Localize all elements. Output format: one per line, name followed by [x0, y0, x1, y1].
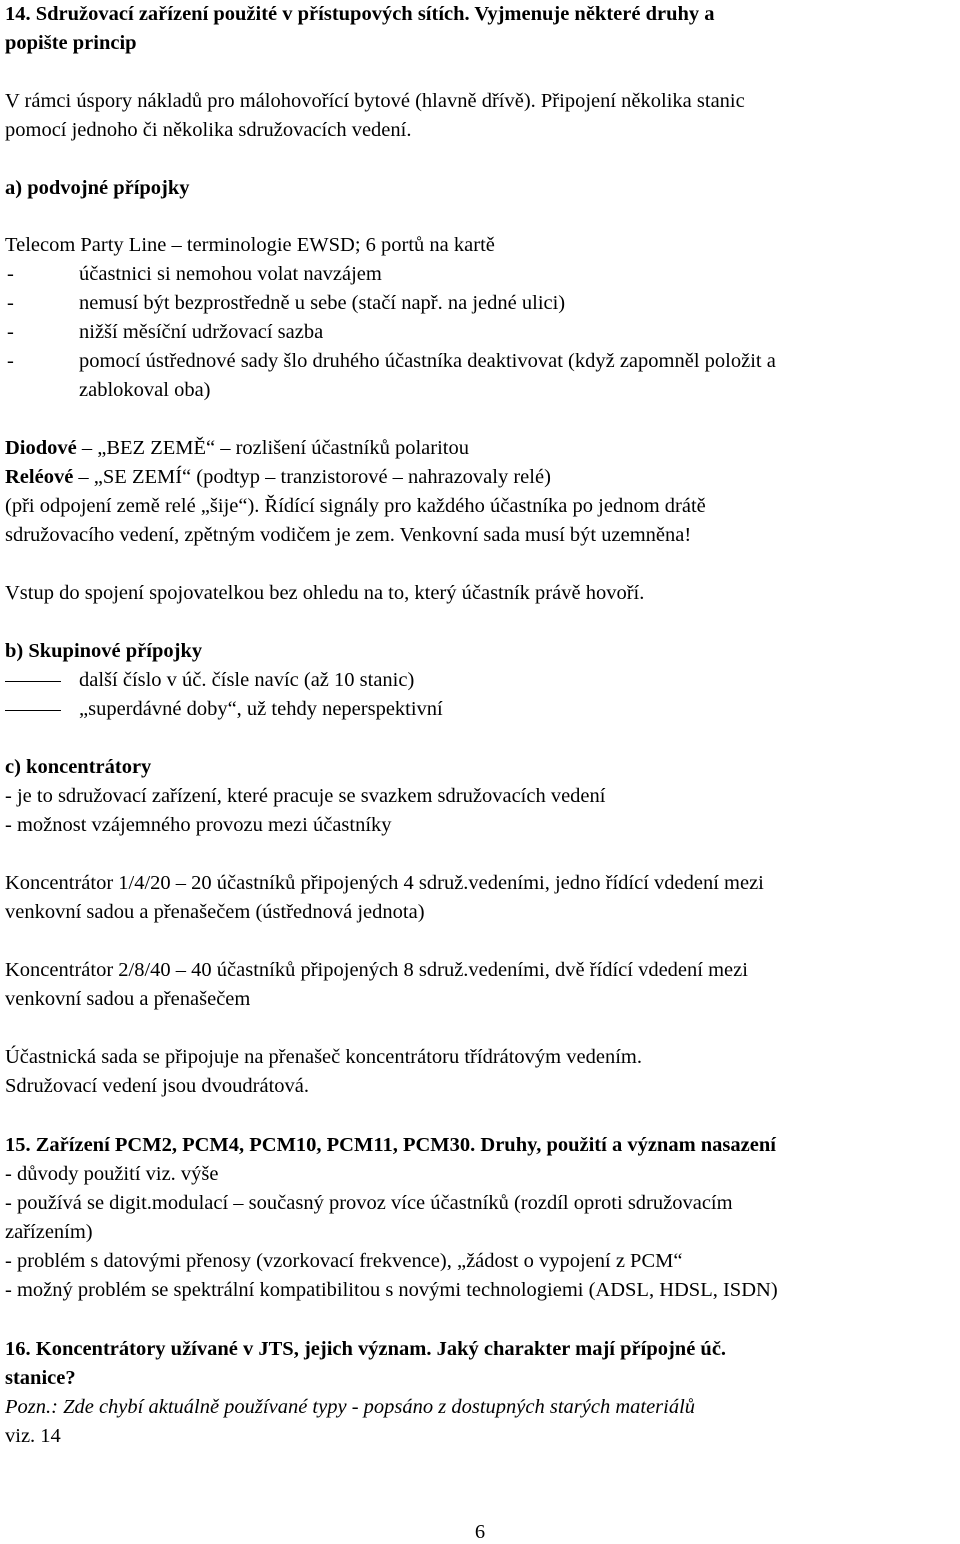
diodove-line: [5, 436, 469, 460]
bullet-item: účastnici si nemohou volat navzájem: [79, 263, 382, 285]
page-number: 6: [474, 1521, 486, 1543]
section-16-title-cont: stanice?: [5, 1367, 76, 1389]
ucastnicka-sada: Účastnická sada se připojuje na přenašeč koncentrátoru třídrátovým vedením.: [5, 1046, 642, 1068]
list-item: „superdávné doby“, už tehdy neperspektivní: [79, 698, 443, 720]
section-14-title-cont: popište princip: [5, 32, 137, 54]
subheading-b: b) Skupinové přípojky: [5, 640, 203, 662]
c-line-2: - možnost vzájemného provozu mezi účastníky: [5, 814, 392, 836]
section-15-title: 15. Zařízení PCM2, PCM4, PCM10, PCM11, PCM30. Druhy, použití a význam nasazení: [5, 1134, 776, 1156]
bullet-item: nižší měsíční udržovací sazba: [79, 321, 324, 343]
sdruzovaci-vedeni: Sdružovací vedení jsou dvoudrátová.: [5, 1075, 310, 1097]
releove-desc-cont: sdružovacího vedení, zpětným vodičem je zem. Venkovní sada musí být uzemněna!: [5, 524, 692, 546]
releove-line: [5, 465, 551, 489]
subheading-a: a) podvojné přípojky: [5, 177, 190, 199]
bullet-mark: -: [7, 263, 14, 285]
diodove-text: – „BEZ ZEMĚ“ – rozlišení účastníků polaritou: [76, 437, 470, 459]
section-14-title: 14. Sdružovací zařízení použité v přístupových sítích. Vyjmenuje některé druhy a: [5, 3, 715, 25]
sec15-line: - problém s datovými přenosy (vzorkovací frekvence), „žádost o vypojení z PCM“: [5, 1250, 683, 1272]
koncentrator-2: Koncentrátor 2/8/40 – 40 účastníků připojených 8 sdruž.vedeními, dvě řídící vdedení mezi: [5, 959, 748, 981]
sec15-line: - používá se digit.modulací – současný provoz více účastníků (rozdíl oproti sdružovacím: [5, 1192, 733, 1214]
intro-paragraph-cont: pomocí jednoho či několika sdružovacích vedení.: [5, 119, 412, 141]
bullet-mark: -: [7, 350, 14, 372]
releove-desc: (při odpojení země relé „šije“). Řídící signály pro každého účastníka po jednom drátě: [5, 495, 706, 517]
diodove-label: Diodové: [5, 437, 77, 459]
bullet-item-cont: zablokoval oba): [79, 379, 211, 401]
reference: viz. 14: [5, 1425, 61, 1447]
sec15-line: - důvody použití viz. výše: [5, 1163, 219, 1185]
bullet-mark: -: [7, 321, 14, 343]
koncentrator-2-cont: venkovní sadou a přenašečem: [5, 988, 251, 1010]
c-line-1: - je to sdružovací zařízení, které pracuje se svazkem sdružovacích vedení: [5, 785, 606, 807]
bullet-mark: -: [7, 292, 14, 314]
list-item: další číslo v úč. čísle navíc (až 10 stanic): [79, 669, 415, 691]
koncentrator-1-cont: venkovní sadou a přenašečem (ústřednová jednota): [5, 901, 425, 923]
dash-bullet-icon: [5, 681, 61, 682]
intro-paragraph: V rámci úspory nákladů pro málohovořící bytové (hlavně dřívě). Připojení několika stanic: [5, 90, 745, 112]
sec15-line: zařízením): [5, 1221, 93, 1243]
koncentrator-1: Koncentrátor 1/4/20 – 20 účastníků připojených 4 sdruž.vedeními, jedno řídící vdedení mezi: [5, 872, 764, 894]
releove-label: Reléové: [5, 466, 74, 488]
subheading-c: c) koncentrátory: [5, 756, 152, 778]
releove-text: – „SE ZEMÍ“ (podtyp – tranzistorové – nahrazovaly relé): [73, 466, 551, 488]
bullet-item: pomocí ústřednové sady šlo druhého účastníka deaktivovat (když zapomněl položit a: [79, 350, 776, 372]
note: Pozn.: Zde chybí aktuálně používané typy - popsáno z dostupných starých materiálů: [5, 1396, 696, 1418]
sec15-line: - možný problém se spektrální kompatibilitou s novými technologiemi (ADSL, HDSL, ISDN): [5, 1279, 778, 1301]
dash-bullet-icon: [5, 710, 61, 711]
bullet-item: nemusí být bezprostředně u sebe (stačí např. na jedné ulici): [79, 292, 566, 314]
vstup-paragraph: Vstup do spojení spojovatelkou bez ohledu na to, který účastník právě hovoří.: [5, 582, 645, 604]
party-line-text: Telecom Party Line – terminologie EWSD; 6 portů na kartě: [5, 234, 495, 256]
section-16-title: 16. Koncentrátory užívané v JTS, jejich význam. Jaký charakter mají přípojné úč.: [5, 1338, 727, 1360]
